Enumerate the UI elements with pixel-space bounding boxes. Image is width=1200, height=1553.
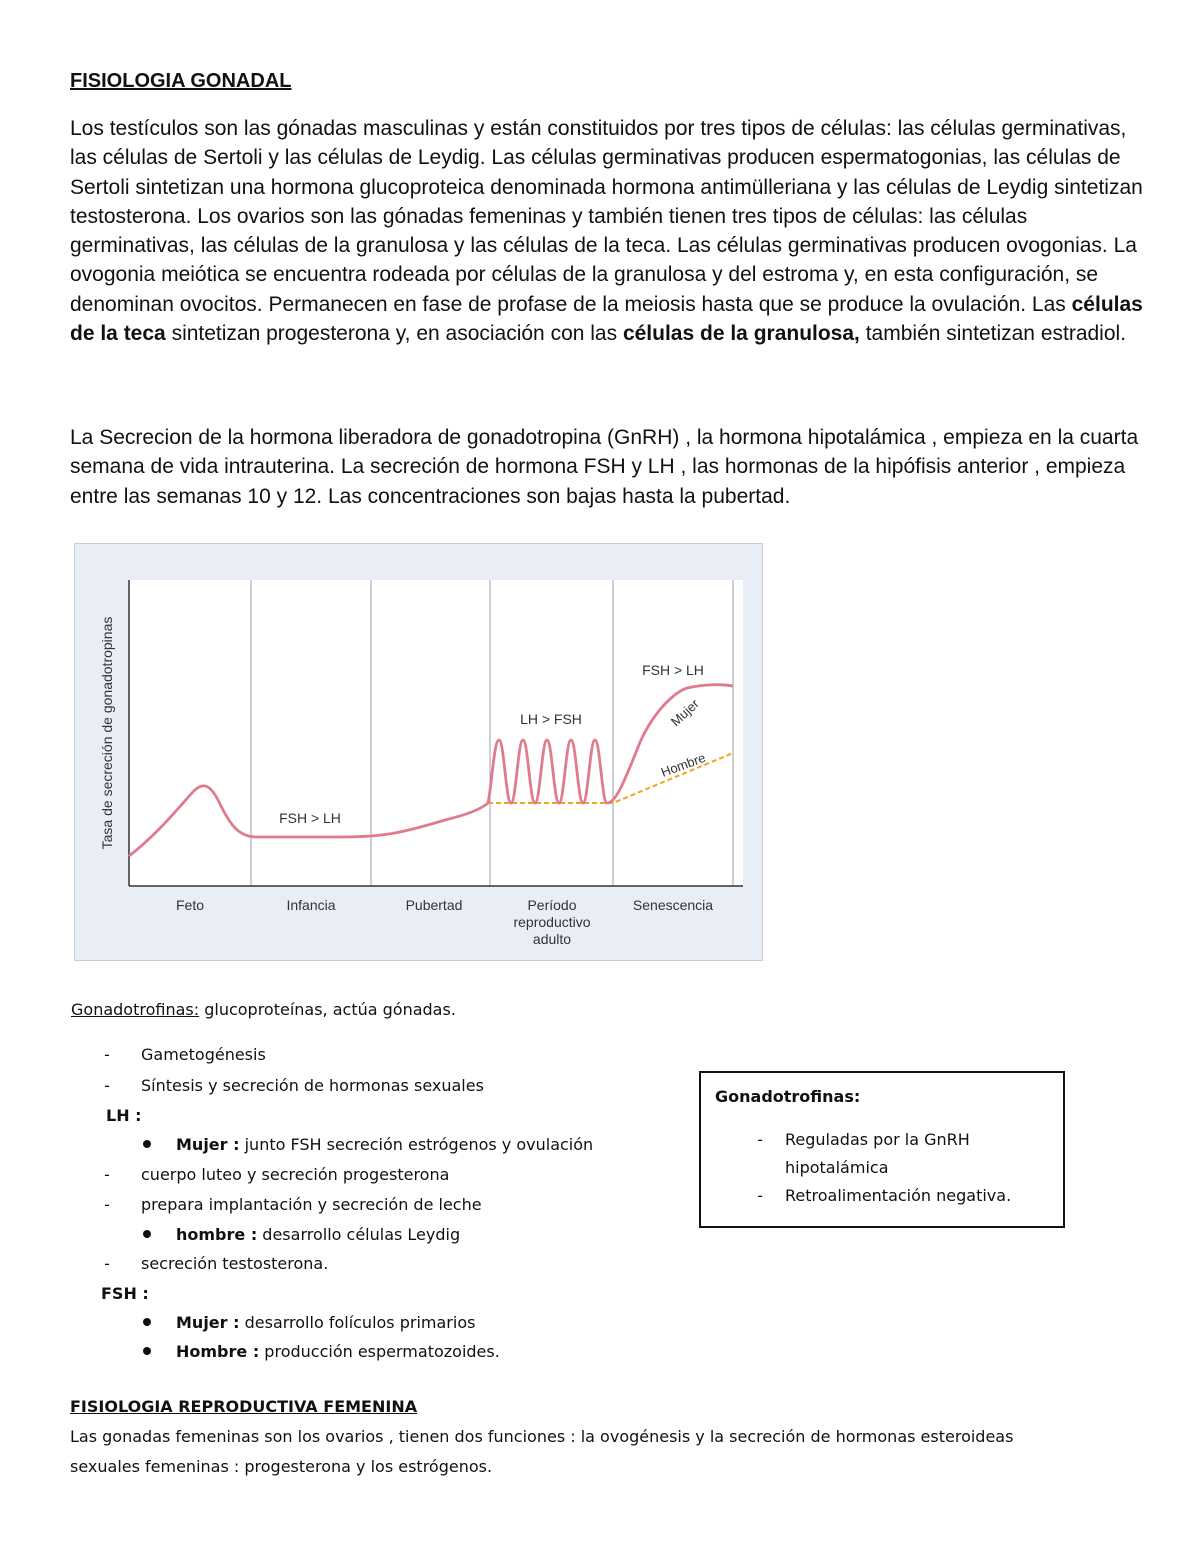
p1-text-1: Los testículos son las gónadas masculinas y están constituidos por tres tipos de células: las células germinativas, las células de Sertoli y las células de Leydig. Las células germinativas producen espermatogonias, las células de Sertoli sintetizan una hormona glucoproteica denominada hormona antimülleriana y las células de Leydig sintetizan testosterona. Los ovarios son las gónadas femeninas y también tienen tres tipos de células: las células germinativas, las células de la granulosa y las células de la teca. Las células germinativas producen ovogonias. La ovogonia meiótica se encuentra rodeada por células de la granulosa y del estroma y, en esta configuración, se denominan ovocitos. Permanecen en fase de profase de la meiosis hasta que se produce la ovulación. Las xyxy=(70,117,1143,316)
bullet-dot xyxy=(143,1347,151,1355)
lh-mujer-item xyxy=(176,1130,593,1160)
p1-bold-granulosa: células de la granulosa, xyxy=(622,322,860,346)
gonadotrofinas-intro-text: glucoproteínas, actúa gónadas. xyxy=(199,1000,456,1019)
lh-heading: LH : xyxy=(106,1106,142,1125)
section2-line2: sexuales femeninas : progesterona y los estrógenos. xyxy=(70,1457,493,1476)
lh-hombre-label: hombre : xyxy=(176,1225,258,1244)
gonadotrofinas-intro xyxy=(71,995,456,1025)
x-tick-adult-line: reproductivo xyxy=(513,914,591,930)
gnrh-paragraph: La Secrecion de la hormona liberadora de gonadotropina (GnRH) , la hormona hipotalámica , empieza en la cuarta semana de vida intrauterina. La secreción de hormona FSH y LH , las hormonas de la hipófisis anterior , empieza entre las semanas 10 y 12. Las concentraciones son bajas hasta la pubertad. xyxy=(70,426,1139,508)
fsh-mujer-label: Mujer : xyxy=(176,1313,240,1332)
dash-marker: - xyxy=(104,1045,110,1064)
box-item-feedback: Retroalimentación negativa. xyxy=(785,1186,1012,1205)
dash-marker: - xyxy=(104,1165,110,1184)
gonadotropin-secretion-figure xyxy=(74,543,763,961)
dash-marker: - xyxy=(104,1195,110,1214)
x-tick-periodo-adulto xyxy=(513,897,590,947)
box-title: Gonadotrofinas: xyxy=(715,1087,861,1106)
section2-title: FISIOLOGIA REPRODUCTIVA FEMENINA xyxy=(70,1397,418,1416)
gonadotrofinas-heading: Gonadotrofinas: xyxy=(71,1000,200,1019)
x-tick-infancia: Infancia xyxy=(286,897,336,913)
box-item-regulated: Reguladas por la GnRH xyxy=(785,1130,970,1149)
p1-text-2: sintetizan progesterona y, en asociación con las xyxy=(165,322,623,346)
dash-marker: - xyxy=(757,1186,763,1205)
p1-text-3: también sintetizan estradiol. xyxy=(859,322,1127,346)
page-title: FISIOLOGIA GONADAL xyxy=(70,70,292,92)
x-tick-senescencia: Senescencia xyxy=(632,897,714,913)
bullet-dot xyxy=(143,1230,151,1238)
lh-hombre-item xyxy=(176,1220,460,1250)
x-tick-adult-line: adulto xyxy=(532,931,572,947)
lh-item-implantacion: prepara implantación y secreción de leche xyxy=(141,1195,482,1214)
fsh-hombre-label: Hombre : xyxy=(176,1342,260,1361)
fsh-mujer-text: desarrollo folículos primarios xyxy=(239,1313,476,1332)
annotation-infancy: FSH > LH xyxy=(279,810,341,826)
list-item-gametogenesis: Gametogénesis xyxy=(141,1045,266,1064)
box-item-regulated-cont: hipotalámica xyxy=(785,1158,889,1177)
list-item-sintesis: Síntesis y secreción de hormonas sexuales xyxy=(141,1076,484,1095)
lh-item-cuerpo-luteo: cuerpo luteo y secreción progesterona xyxy=(141,1165,450,1184)
x-tick-feto: Feto xyxy=(175,897,205,913)
fsh-hombre-item xyxy=(176,1337,500,1367)
fsh-hombre-text: producción espermatozoides. xyxy=(259,1342,500,1361)
lh-mujer-label: Mujer : xyxy=(176,1135,240,1154)
lh-hombre-text: desarrollo células Leydig xyxy=(257,1225,461,1244)
section2-line1: Las gonadas femeninas son los ovarios , tienen dos funciones : la ovogénesis y la secreción de hormonas esteroideas xyxy=(70,1427,1014,1446)
dash-marker: - xyxy=(104,1254,110,1273)
male-series-label: Hombre xyxy=(658,749,708,780)
intro-paragraph xyxy=(70,114,1145,348)
gonadotrofinas-box xyxy=(699,1071,1065,1228)
dash-marker: - xyxy=(104,1076,110,1095)
lh-item-testosterona: secreción testosterona. xyxy=(141,1254,329,1273)
lh-mujer-text: junto FSH secreción estrógenos y ovulación xyxy=(239,1135,594,1154)
fsh-mujer-item xyxy=(176,1308,475,1338)
plot-area xyxy=(129,580,743,886)
bullet-dot xyxy=(143,1318,151,1326)
dash-marker: - xyxy=(757,1130,763,1149)
y-axis-label: Tasa de secreción de gonadotropinas xyxy=(99,616,115,850)
figure-svg xyxy=(75,544,764,962)
fsh-heading: FSH : xyxy=(101,1284,149,1303)
x-tick-pubertad: Pubertad xyxy=(405,897,463,913)
annotation-senescence: FSH > LH xyxy=(642,662,704,678)
bullet-dot xyxy=(143,1140,151,1148)
annotation-adult: LH > FSH xyxy=(520,711,582,727)
female-series-label: Mujer xyxy=(667,696,702,730)
x-tick-adult-line: Período xyxy=(527,897,577,913)
p1-bold-teca: células de la teca xyxy=(70,292,1143,346)
